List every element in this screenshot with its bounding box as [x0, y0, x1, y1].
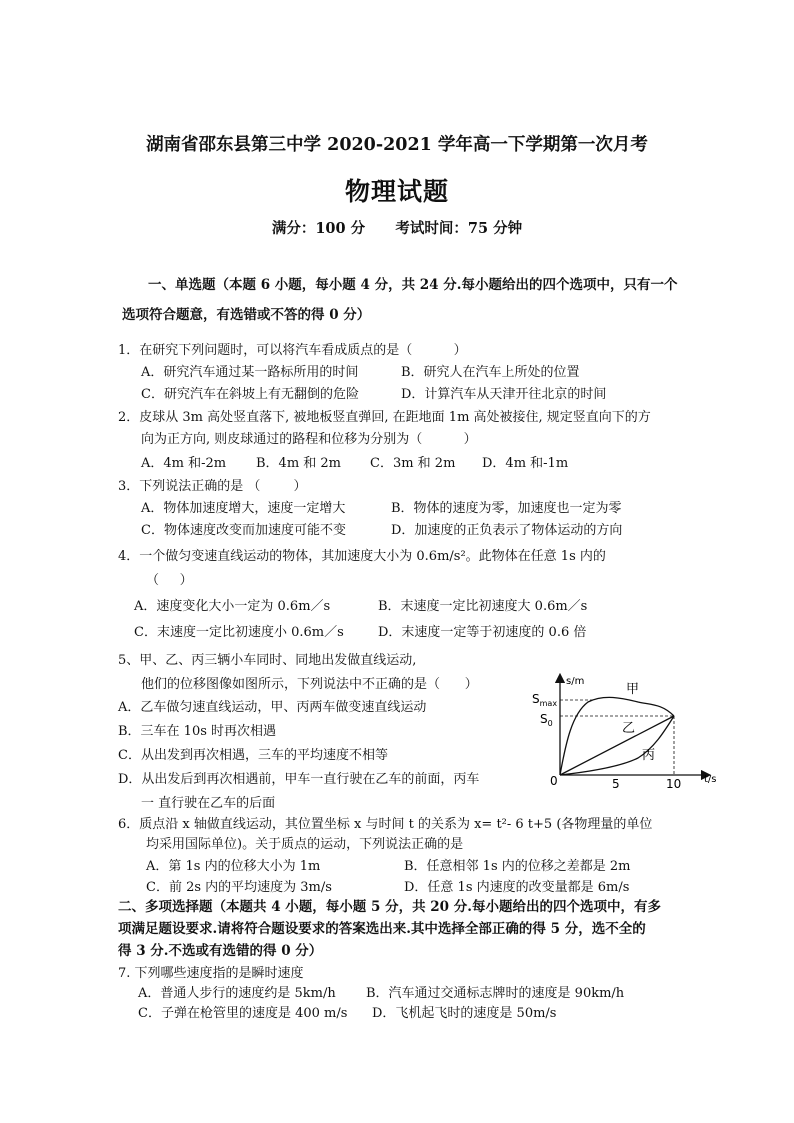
exam-title: 湖南省邵东县第三中学 2020-2021 学年高一下学期第一次月考 — [146, 135, 648, 155]
q4-option-a: A．速度变化大小一定为 0.6m／s — [134, 599, 331, 614]
q6-option-b: B．任意相邻 1s 内的位移之差都是 2m — [404, 859, 631, 874]
q3-stem: 3．下列说法正确的是 （ ） — [118, 479, 307, 494]
q6-option-a: A．第 1s 内的位移大小为 1m — [146, 859, 321, 874]
q5-stem-line1: 5、甲、乙、丙三辆小车同时、同地出发做直线运动, — [118, 653, 417, 668]
q6-option-d: D．任意 1s 内速度的改变量都是 6m/s — [404, 880, 630, 895]
q5-tick-5-label: 5 — [612, 777, 620, 791]
q5-figure — [526, 672, 726, 792]
q6-stem-line2: 均采用国际单位)。关于质点的运动，下列说法正确的是 — [146, 837, 464, 852]
section1-heading-line1: 一、单选题（本题 6 小题，每小题 4 分，共 24 分.每小题给出的四个选项中，只有一个 — [148, 277, 678, 293]
q4-option-b: B．末速度一定比初速度大 0.6m／s — [378, 599, 588, 614]
q5-origin-label: 0 — [550, 774, 558, 788]
q7-option-c: C．子弹在枪管里的速度是 400 m/s — [138, 1006, 348, 1021]
q5-option-b: B．三车在 10s 时再次相遇 — [118, 724, 277, 739]
q4-stem-line2: （ ） — [146, 573, 193, 588]
q6-stem-line1: 6．质点沿 x 轴做直线运动，其位置坐标 x 与时间 t 的关系为 x= t²- 6 t+5 (各物理量的单位 — [118, 817, 653, 832]
q1-option-a: A．研究汽车通过某一路标所用的时间 — [141, 365, 359, 380]
exam-meta: 满分：100 分 考试时间：75 分钟 — [271, 220, 523, 237]
section2-heading-line3: 得 3 分.不选或有选错的得 0 分） — [118, 943, 323, 959]
q2-option-b: B．4m 和 2m — [256, 456, 342, 471]
q5-stem-line2: 他们的位移图像如图所示，下列说法中不正确的是（ ） — [141, 677, 478, 692]
q5-tick-10-label: 10 — [666, 777, 682, 791]
q4-option-d: D．末速度一定等于初速度的 0.6 倍 — [378, 625, 587, 640]
section2-heading-line1: 二、多项选择题（本题共 4 小题，每小题 5 分，共 20 分.每小题给出的四个选项中，有多 — [118, 899, 661, 915]
q5-label-yi: 乙 — [622, 721, 636, 736]
subject-title: 物理试题 — [344, 177, 449, 206]
q5-y-axis-label: s/m — [566, 676, 585, 687]
q2-option-c: C．3m 和 2m — [370, 456, 456, 471]
q5-line-yi — [560, 716, 674, 775]
q5-option-c: C．从出发到再次相遇，三车的平均速度不相等 — [118, 748, 388, 763]
q3-option-a: A．物体加速度增大，速度一定增大 — [141, 501, 346, 516]
q7-option-a: A．普通人步行的速度约是 5km/h — [138, 986, 336, 1001]
q1-option-c: C．研究汽车在斜坡上有无翻倒的危险 — [141, 387, 359, 402]
q5-option-d-line2: 一 直行驶在乙车的后面 — [141, 796, 276, 811]
q1-option-d: D．计算汽车从天津开往北京的时间 — [401, 387, 607, 402]
q5-label-jia: 甲 — [626, 682, 640, 697]
q2-option-a: A．4m 和-2m — [141, 456, 227, 471]
q6-option-c: C．前 2s 内的平均速度为 3m/s — [146, 880, 332, 895]
q3-option-b: B．物体的速度为零，加速度也一定为零 — [391, 501, 622, 516]
q5-option-a: A．乙车做匀速直线运动，甲、丙两车做变速直线运动 — [118, 700, 427, 715]
section2-heading-line2: 项满足题设要求.请将符合题设要求的答案选出来.其中选择全部正确的得 5 分，选不全的 — [118, 921, 646, 937]
q4-stem-line1: 4．一个做匀变速直线运动的物体，其加速度大小为 0.6m/s²。此物体在任意 1s 内的 — [118, 549, 606, 564]
q5-s0-label: $S_0$ — [540, 712, 553, 728]
q5-option-d-line1: D．从出发后到再次相遇前，甲车一直行驶在乙车的前面，丙车 — [118, 772, 480, 787]
q2-option-d: D．4m 和-1m — [482, 456, 569, 471]
q7-option-b: B．汽车通过交通标志牌时的速度是 90km/h — [366, 986, 625, 1001]
q7-option-d: D．飞机起飞时的速度是 50m/s — [372, 1006, 557, 1021]
q5-smax-label: $S_{max}$ — [532, 692, 558, 708]
q2-stem-line2: 向为正方向, 则皮球通过的路程和位移为分别为（ ） — [141, 432, 477, 447]
q1-option-b: B．研究人在汽车上所处的位置 — [401, 365, 580, 380]
q1-stem: 1．在研究下列问题时，可以将汽车看成质点的是（ ） — [118, 343, 467, 358]
q2-stem-line1: 2．皮球从 3m 高处竖直落下, 被地板竖直弹回, 在距地面 1m 高处被接住, 规定竖直向下的方 — [118, 410, 651, 425]
q3-option-c: C．物体速度改变而加速度可能不变 — [141, 523, 346, 538]
section1-heading-line2: 选项符合题意，有选错或不答的得 0 分） — [122, 307, 371, 323]
q7-stem: 7. 下列哪些速度指的是瞬时速度 — [118, 966, 304, 981]
q4-option-c: C．末速度一定比初速度小 0.6m／s — [134, 625, 344, 640]
q5-x-axis-label: t/s — [704, 774, 717, 785]
q5-curve-jia — [560, 697, 674, 775]
q5-label-bing: 丙 — [642, 748, 656, 763]
q3-option-d: D．加速度的正负表示了物体运动的方向 — [391, 523, 623, 538]
